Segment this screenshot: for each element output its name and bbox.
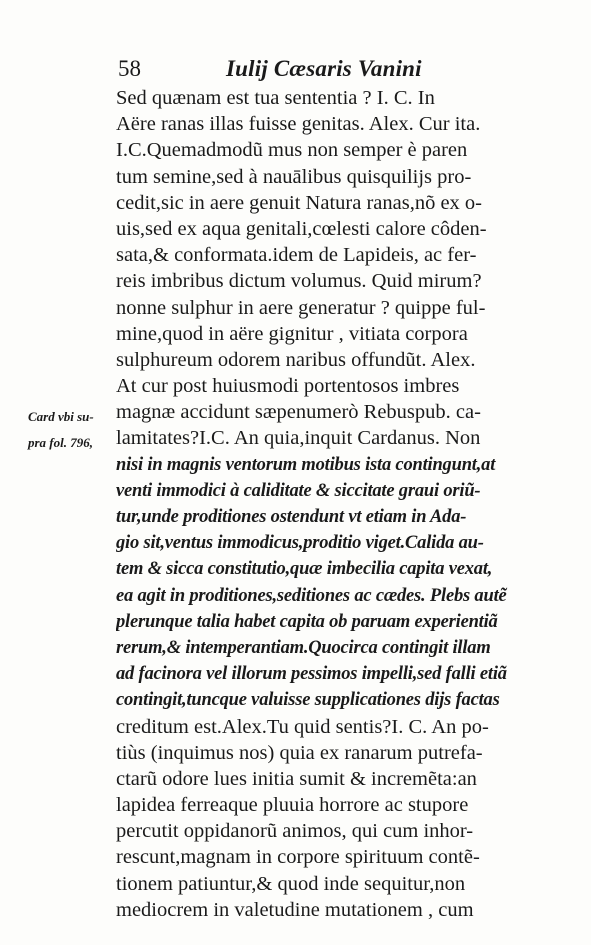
page-header xyxy=(118,52,518,86)
text-line: cedit,sic in aere genuit Natura ranas,nõ ex o- xyxy=(116,191,482,214)
text-line: mediocrem in valetudine mutationem , cum xyxy=(116,898,474,921)
text-line: sata,& conformata.idem de Lapideis, ac fer- xyxy=(116,244,477,267)
text-line: tionem patiuntur,& quod inde sequitur,non xyxy=(116,872,466,895)
text-line: rescunt,magnam in corpore spirituum contẽ- xyxy=(116,846,480,869)
text-line: mine,quod in aëre gignitur , vitiata corpora xyxy=(116,322,468,345)
running-head: Iulij Cæsaris Vanini xyxy=(226,56,422,81)
text-line: contingit,tuncque valuisse supplicationes dijs factas xyxy=(116,690,500,711)
text-line: I.C.Quemadmodũ mus non semper è paren xyxy=(116,139,468,162)
text-line: rerum,& intemperantiam.Quocirca contingit illam xyxy=(116,637,491,658)
text-line: At cur post huiusmodi portentosos imbres xyxy=(116,375,460,398)
text-line: nisi in magnis ventorum motibus ista contingunt,at xyxy=(116,454,496,475)
text-line: ad facinora vel illorum pessimos impelli,sed falli etiã xyxy=(116,664,507,685)
text-line: lapidea ferreaque pluuia horrore ac stupore xyxy=(116,794,469,817)
text-line: venti immodici à caliditate & siccitate graui oriũ- xyxy=(116,480,481,501)
text-line: uis,sed ex aqua genitali,cœlesti calore côden- xyxy=(116,217,487,240)
text-line: tum semine,sed à nauālibus quisquilijs pro- xyxy=(116,165,472,188)
text-line: ea agit in proditiones,seditiones ac cædes. Plebs autẽ xyxy=(116,585,507,606)
text-line: tiùs (inquimus nos) quia ex ranarum putrefa- xyxy=(116,741,483,764)
text-line: nonne sulphur in aere generatur ? quippe ful- xyxy=(116,296,486,319)
text-line: sulphureum odorem naribus offundũt. Alex. xyxy=(116,348,476,371)
text-line: lamitates?I.C. An quia,inquit Cardanus. Non xyxy=(116,427,481,450)
margin-note-line: Card vbi su- xyxy=(28,409,94,424)
text-line: ctarũ odore lues initia sumit & incremẽta:an xyxy=(116,767,477,790)
text-line: percutit oppidanorũ animos, qui cum inhor- xyxy=(116,820,474,843)
text-line: tur,unde proditiones ostendunt vt etiam in Ada- xyxy=(116,507,467,527)
body-text xyxy=(116,85,528,923)
margin-note xyxy=(28,404,118,456)
text-line: gio sit,ventus immodicus,proditio viget.Calida au- xyxy=(116,533,484,554)
text-line: tem & sicca constitutio,quæ imbecilia capita vexat, xyxy=(116,559,493,580)
text-line: creditum est.Alex.Tu quid sentis?I. C. An po- xyxy=(116,715,489,738)
margin-note-line: pra fol. 796, xyxy=(28,435,93,450)
text-line: plerunque talia habet capita ob paruam experientiã xyxy=(116,611,498,632)
text-line: Sed quænam est tua sententia ? I. C. In xyxy=(116,87,435,109)
text-line: reis imbribus dictum volumus. Quid mirum? xyxy=(116,270,482,293)
text-line: magnæ accidunt sæpenumerò Rebuspub. ca- xyxy=(116,401,481,424)
text-line: Aëre ranas illas fuisse genitas. Alex. Cur ita. xyxy=(116,113,481,136)
page-number: 58 xyxy=(118,56,141,81)
